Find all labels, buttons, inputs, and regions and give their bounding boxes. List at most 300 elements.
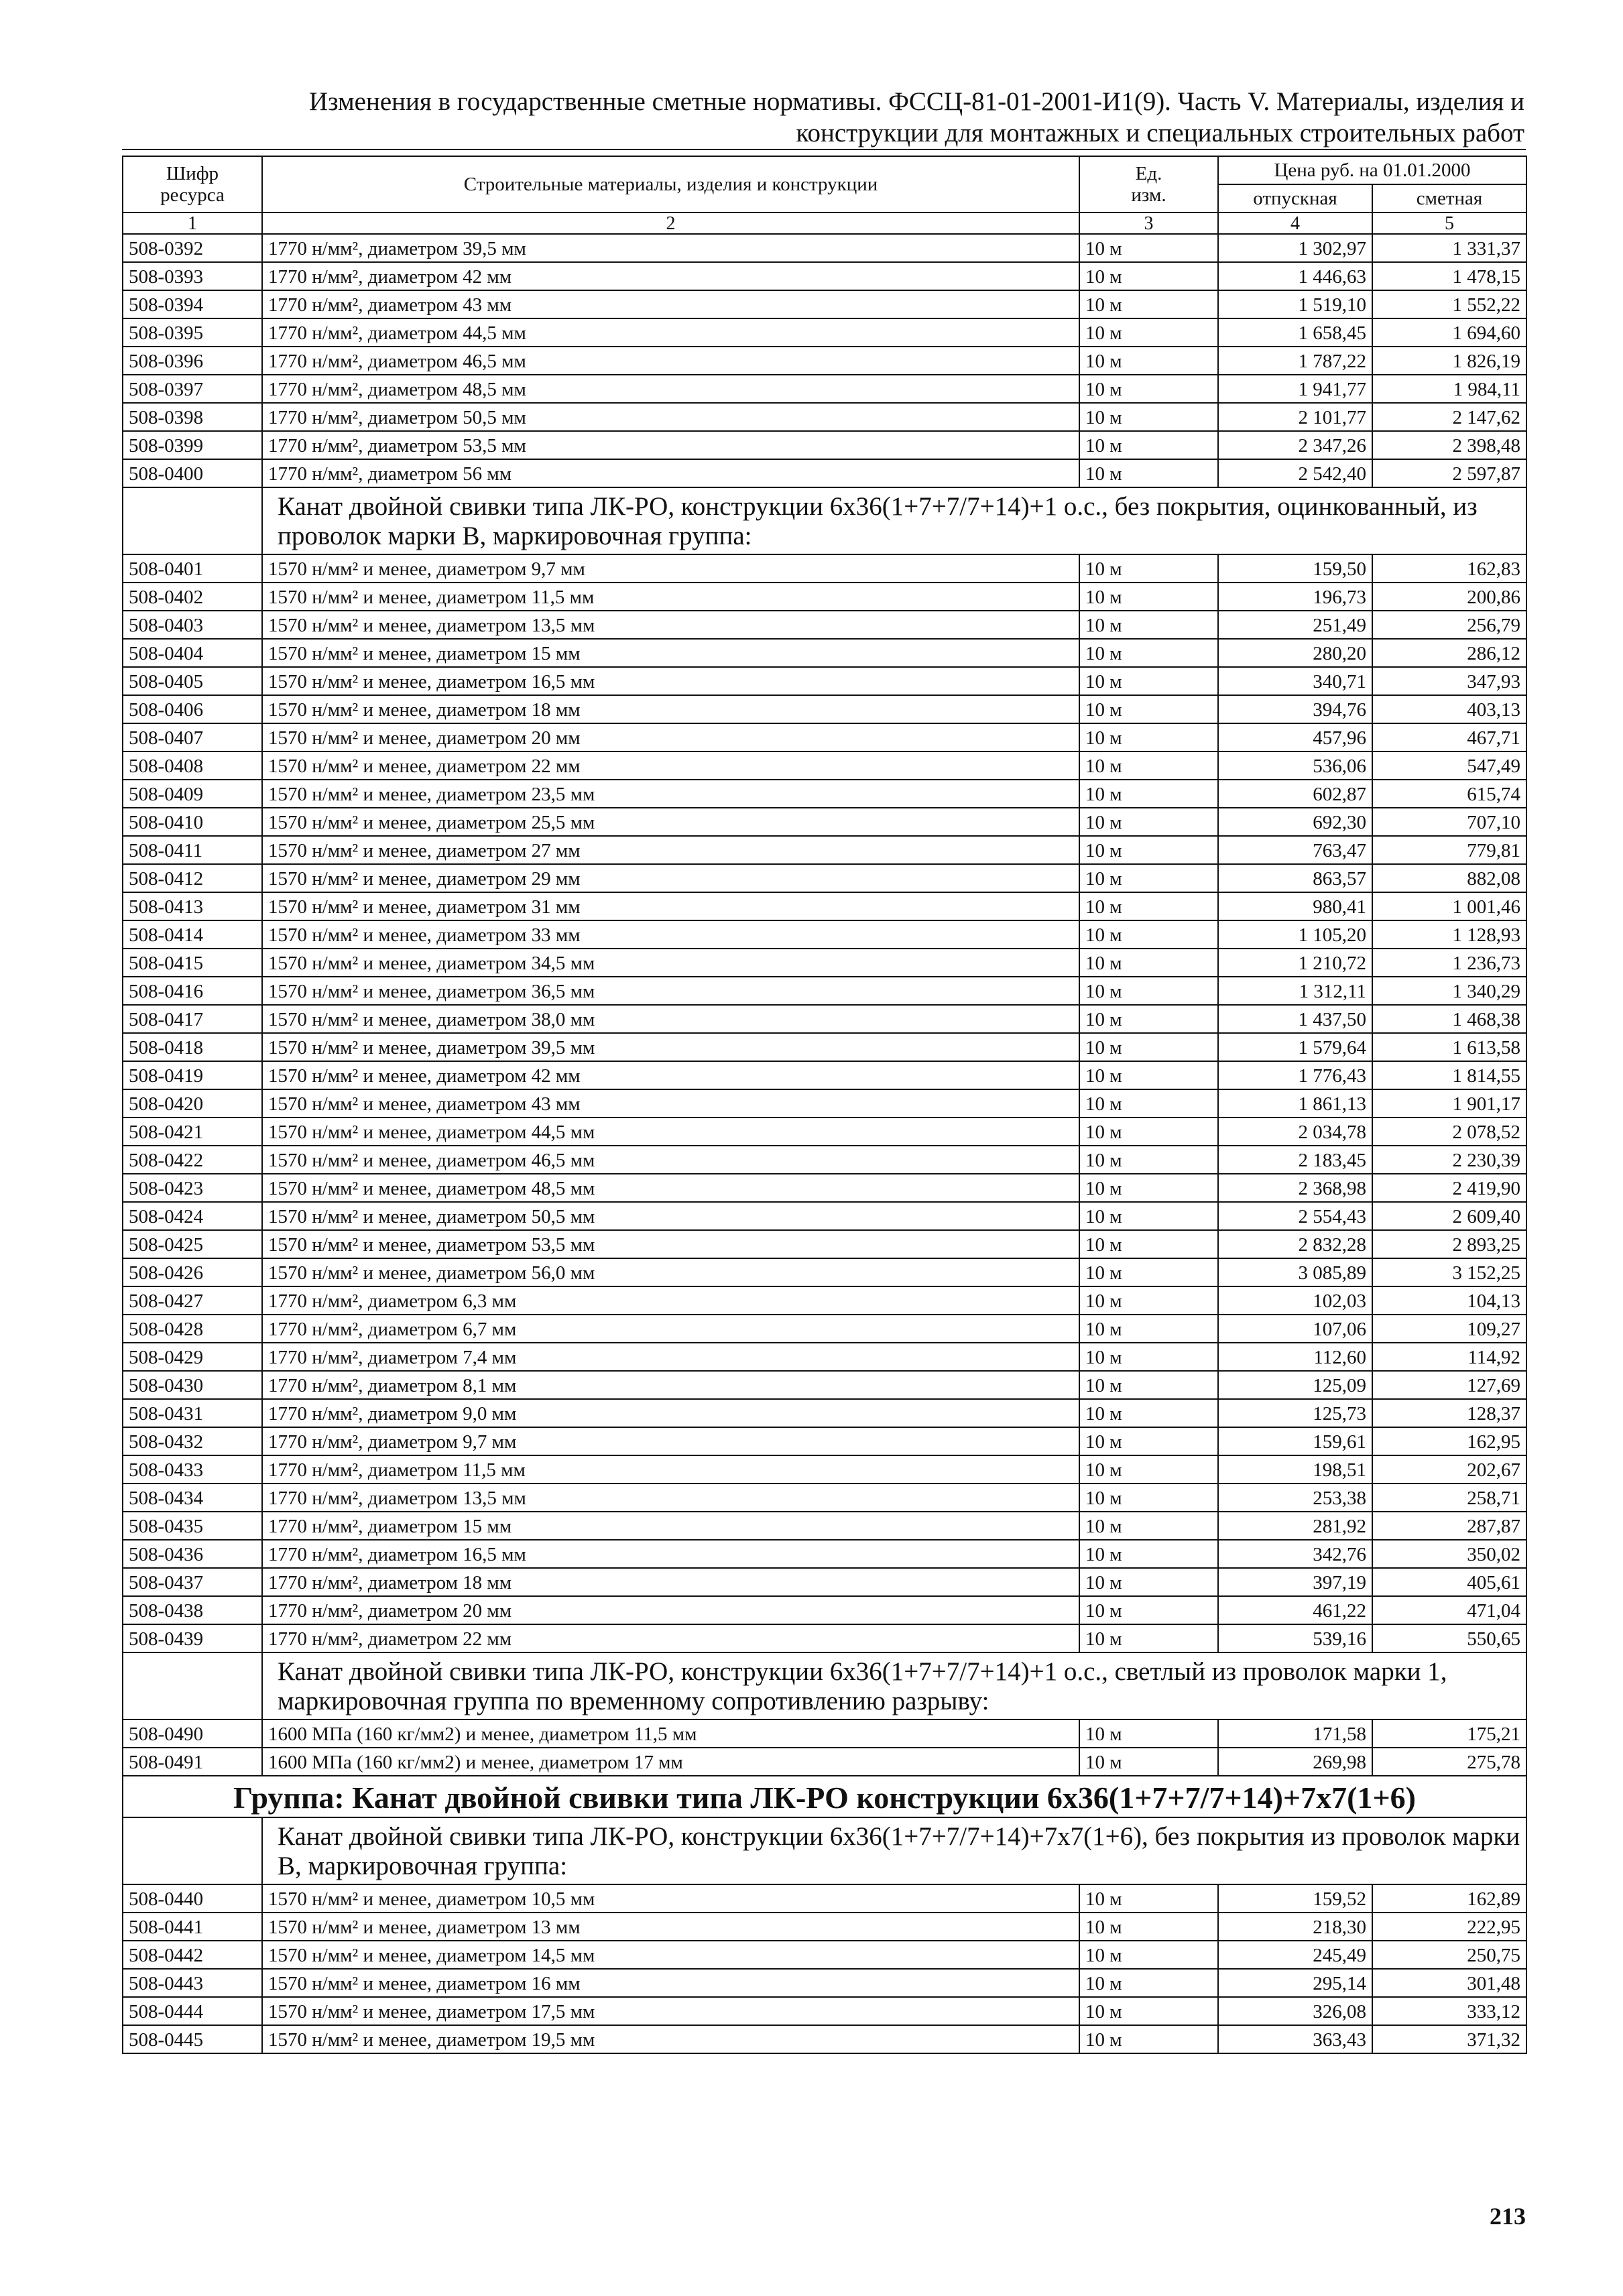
unit-of-measure: 10 м [1079, 695, 1218, 723]
estimate-price: 2 597,87 [1372, 459, 1526, 487]
unit-of-measure: 10 м [1079, 1174, 1218, 1202]
estimate-price: 405,61 [1372, 1568, 1526, 1596]
release-price: 2 832,28 [1218, 1230, 1372, 1258]
section-subheader-row [123, 1817, 1526, 1884]
unit-of-measure: 10 м [1079, 1230, 1218, 1258]
unit-of-measure: 10 м [1079, 1484, 1218, 1512]
estimate-price: 258,71 [1372, 1484, 1526, 1512]
resource-code: 508-0426 [123, 1258, 262, 1286]
resource-code: 508-0416 [123, 977, 262, 1005]
material-name: 1570 н/мм² и менее, диаметром 16,5 мм [262, 667, 1079, 695]
table-row [123, 1258, 1526, 1286]
header-code-line-2: ресурса [160, 184, 225, 206]
material-name: 1770 н/мм², диаметром 7,4 мм [262, 1343, 1079, 1371]
estimate-price: 222,95 [1372, 1913, 1526, 1941]
table-row [123, 318, 1526, 347]
resource-code: 508-0427 [123, 1286, 262, 1315]
unit-of-measure: 10 м [1079, 1596, 1218, 1624]
material-name: 1770 н/мм², диаметром 8,1 мм [262, 1371, 1079, 1399]
resource-code: 508-0423 [123, 1174, 262, 1202]
release-price: 397,19 [1218, 1568, 1372, 1596]
material-name: 1770 н/мм², диаметром 9,7 мм [262, 1427, 1079, 1455]
material-name: 1770 н/мм², диаметром 6,7 мм [262, 1315, 1079, 1343]
material-name: 1770 н/мм², диаметром 18 мм [262, 1568, 1079, 1596]
material-name: 1570 н/мм² и менее, диаметром 18 мм [262, 695, 1079, 723]
header-unit-line-2: изм. [1131, 184, 1166, 206]
unit-of-measure: 10 м [1079, 1568, 1218, 1596]
header-unit-line-1: Ед. [1135, 163, 1162, 184]
release-price: 980,41 [1218, 892, 1372, 920]
release-price: 2 347,26 [1218, 431, 1372, 459]
estimate-price: 2 147,62 [1372, 403, 1526, 431]
release-price: 1 302,97 [1218, 234, 1372, 262]
material-name: 1770 н/мм², диаметром 11,5 мм [262, 1455, 1079, 1484]
unit-of-measure: 10 м [1079, 751, 1218, 780]
table-row [123, 1540, 1526, 1568]
estimate-price: 882,08 [1372, 864, 1526, 892]
estimate-price: 3 152,25 [1372, 1258, 1526, 1286]
unit-of-measure: 10 м [1079, 1913, 1218, 1941]
unit-of-measure: 10 м [1079, 864, 1218, 892]
release-price: 1 437,50 [1218, 1005, 1372, 1033]
material-name: 1770 н/мм², диаметром 50,5 мм [262, 403, 1079, 431]
material-name: 1570 н/мм² и менее, диаметром 17,5 мм [262, 1997, 1079, 2025]
release-price: 863,57 [1218, 864, 1372, 892]
table-row [123, 977, 1526, 1005]
unit-of-measure: 10 м [1079, 1146, 1218, 1174]
material-name: 1570 н/мм² и менее, диаметром 31 мм [262, 892, 1079, 920]
resource-code: 508-0430 [123, 1371, 262, 1399]
unit-of-measure: 10 м [1079, 1719, 1218, 1748]
table-row [123, 639, 1526, 667]
unit-of-measure: 10 м [1079, 977, 1218, 1005]
table-row [123, 1371, 1526, 1399]
release-price: 245,49 [1218, 1941, 1372, 1969]
resource-code: 508-0411 [123, 836, 262, 864]
resource-code: 508-0421 [123, 1117, 262, 1146]
estimate-price: 1 001,46 [1372, 892, 1526, 920]
release-price: 2 554,43 [1218, 1202, 1372, 1230]
resource-code: 508-0414 [123, 920, 262, 949]
unit-of-measure: 10 м [1079, 290, 1218, 318]
resource-code: 508-0431 [123, 1399, 262, 1427]
release-price: 253,38 [1218, 1484, 1372, 1512]
unit-of-measure: 10 м [1079, 1941, 1218, 1969]
unit-of-measure: 10 м [1079, 459, 1218, 487]
estimate-price: 256,79 [1372, 611, 1526, 639]
material-name: 1570 н/мм² и менее, диаметром 22 мм [262, 751, 1079, 780]
material-name: 1600 МПа (160 кг/мм2) и менее, диаметром 17 мм [262, 1748, 1079, 1776]
unit-of-measure: 10 м [1079, 234, 1218, 262]
release-price: 1 776,43 [1218, 1061, 1372, 1089]
release-price: 269,98 [1218, 1748, 1372, 1776]
header-price: Цена руб. на 01.01.2000 [1218, 156, 1526, 184]
release-price: 2 368,98 [1218, 1174, 1372, 1202]
release-price: 2 101,77 [1218, 403, 1372, 431]
group-title-row [123, 1776, 1526, 1817]
material-name: 1770 н/мм², диаметром 22 мм [262, 1624, 1079, 1652]
resource-code: 508-0413 [123, 892, 262, 920]
resource-code: 508-0393 [123, 262, 262, 290]
table-row [123, 234, 1526, 262]
resource-code: 508-0440 [123, 1884, 262, 1913]
release-price: 1 941,77 [1218, 375, 1372, 403]
estimate-price: 550,65 [1372, 1624, 1526, 1652]
table-row [123, 1005, 1526, 1033]
resource-code: 508-0433 [123, 1455, 262, 1484]
estimate-price: 175,21 [1372, 1719, 1526, 1748]
table-row [123, 1230, 1526, 1258]
unit-of-measure: 10 м [1079, 1089, 1218, 1117]
table-column-numbers [123, 213, 1526, 234]
table-row [123, 1427, 1526, 1455]
release-price: 198,51 [1218, 1455, 1372, 1484]
table-row [123, 751, 1526, 780]
unit-of-measure: 10 м [1079, 1033, 1218, 1061]
unit-of-measure: 10 м [1079, 1343, 1218, 1371]
estimate-price: 1 901,17 [1372, 1089, 1526, 1117]
material-name: 1770 н/мм², диаметром 15 мм [262, 1512, 1079, 1540]
estimate-price: 202,67 [1372, 1455, 1526, 1484]
resource-code: 508-0394 [123, 290, 262, 318]
unit-of-measure: 10 м [1079, 611, 1218, 639]
material-name: 1570 н/мм² и менее, диаметром 38,0 мм [262, 1005, 1079, 1033]
estimate-price: 1 826,19 [1372, 347, 1526, 375]
unit-of-measure: 10 м [1079, 1540, 1218, 1568]
group-title: Группа: Канат двойной свивки типа ЛК-РО конструкции 6х36(1+7+7/7+14)+7х7(1+6) [123, 1776, 1526, 1817]
material-name: 1570 н/мм² и менее, диаметром 16 мм [262, 1969, 1079, 1997]
table-row [123, 1997, 1526, 2025]
release-price: 536,06 [1218, 751, 1372, 780]
estimate-price: 333,12 [1372, 1997, 1526, 2025]
resource-code: 508-0424 [123, 1202, 262, 1230]
unit-of-measure: 10 м [1079, 1286, 1218, 1315]
section-subheader: Канат двойной свивки типа ЛК-РО, конструкции 6х36(1+7+7/7+14)+7х7(1+6), без покрытия из проволок марки В, маркировочная группа: [262, 1817, 1526, 1884]
release-price: 218,30 [1218, 1913, 1372, 1941]
material-name: 1770 н/мм², диаметром 46,5 мм [262, 347, 1079, 375]
material-name: 1770 н/мм², диаметром 6,3 мм [262, 1286, 1079, 1315]
unit-of-measure: 10 м [1079, 262, 1218, 290]
estimate-price: 547,49 [1372, 751, 1526, 780]
estimate-price: 2 893,25 [1372, 1230, 1526, 1258]
release-price: 251,49 [1218, 611, 1372, 639]
release-price: 125,73 [1218, 1399, 1372, 1427]
page-header [122, 86, 1524, 149]
resource-code: 508-0400 [123, 459, 262, 487]
estimate-price: 162,95 [1372, 1427, 1526, 1455]
estimate-price: 1 236,73 [1372, 949, 1526, 977]
header-unit [1079, 156, 1218, 213]
table-row [123, 431, 1526, 459]
estimate-price: 779,81 [1372, 836, 1526, 864]
table-row [123, 347, 1526, 375]
resource-code: 508-0490 [123, 1719, 262, 1748]
release-price: 763,47 [1218, 836, 1372, 864]
unit-of-measure: 10 м [1079, 318, 1218, 347]
estimate-price: 1 468,38 [1372, 1005, 1526, 1033]
release-price: 159,61 [1218, 1427, 1372, 1455]
unit-of-measure: 10 м [1079, 1202, 1218, 1230]
estimate-price: 128,37 [1372, 1399, 1526, 1427]
estimate-price: 162,89 [1372, 1884, 1526, 1913]
material-name: 1570 н/мм² и менее, диаметром 23,5 мм [262, 780, 1079, 808]
release-price: 1 861,13 [1218, 1089, 1372, 1117]
estimate-price: 2 398,48 [1372, 431, 1526, 459]
estimate-price: 1 814,55 [1372, 1061, 1526, 1089]
unit-of-measure: 10 м [1079, 347, 1218, 375]
table-row [123, 1913, 1526, 1941]
section-subheader-row [123, 1652, 1526, 1719]
subheader-empty-cell [123, 487, 262, 554]
unit-of-measure: 10 м [1079, 1315, 1218, 1343]
table-row [123, 1512, 1526, 1540]
table-row [123, 1969, 1526, 1997]
column-number: 3 [1079, 213, 1218, 234]
resource-code: 508-0396 [123, 347, 262, 375]
material-name: 1600 МПа (160 кг/мм2) и менее, диаметром 11,5 мм [262, 1719, 1079, 1748]
estimate-price: 350,02 [1372, 1540, 1526, 1568]
material-name: 1570 н/мм² и менее, диаметром 19,5 мм [262, 2025, 1079, 2053]
release-price: 602,87 [1218, 780, 1372, 808]
material-name: 1570 н/мм² и менее, диаметром 14,5 мм [262, 1941, 1079, 1969]
table-row [123, 1343, 1526, 1371]
release-price: 159,50 [1218, 554, 1372, 583]
table-row [123, 920, 1526, 949]
release-price: 1 446,63 [1218, 262, 1372, 290]
unit-of-measure: 10 м [1079, 1061, 1218, 1089]
material-name: 1570 н/мм² и менее, диаметром 39,5 мм [262, 1033, 1079, 1061]
unit-of-measure: 10 м [1079, 1997, 1218, 2025]
material-name: 1570 н/мм² и менее, диаметром 33 мм [262, 920, 1079, 949]
unit-of-measure: 10 м [1079, 1969, 1218, 1997]
table-row [123, 1596, 1526, 1624]
unit-of-measure: 10 м [1079, 1884, 1218, 1913]
estimate-price: 109,27 [1372, 1315, 1526, 1343]
release-price: 342,76 [1218, 1540, 1372, 1568]
header-line-1: Изменения в государственные сметные нормативы. ФССЦ-81-01-2001-И1(9). Часть V. Материалы, изделия и [308, 87, 1524, 116]
table-row [123, 375, 1526, 403]
release-price: 539,16 [1218, 1624, 1372, 1652]
material-name: 1570 н/мм² и менее, диаметром 15 мм [262, 639, 1079, 667]
estimate-price: 287,87 [1372, 1512, 1526, 1540]
resource-code: 508-0408 [123, 751, 262, 780]
unit-of-measure: 10 м [1079, 375, 1218, 403]
material-name: 1570 н/мм² и менее, диаметром 11,5 мм [262, 583, 1079, 611]
material-name: 1570 н/мм² и менее, диаметром 29 мм [262, 864, 1079, 892]
resource-code: 508-0415 [123, 949, 262, 977]
estimate-price: 162,83 [1372, 554, 1526, 583]
section-subheader-row [123, 487, 1526, 554]
material-name: 1770 н/мм², диаметром 53,5 мм [262, 431, 1079, 459]
material-name: 1570 н/мм² и менее, диаметром 25,5 мм [262, 808, 1079, 836]
estimate-price: 2 609,40 [1372, 1202, 1526, 1230]
table-row [123, 667, 1526, 695]
column-number: 4 [1218, 213, 1372, 234]
table-row [123, 1061, 1526, 1089]
resource-code: 508-0399 [123, 431, 262, 459]
table-row [123, 290, 1526, 318]
section-subheader: Канат двойной свивки типа ЛК-РО, конструкции 6х36(1+7+7/7+14)+1 о.с., светлый из проволок марки 1, маркировочная группа по временному сопротивлению разрыву: [262, 1652, 1526, 1719]
table-row [123, 1884, 1526, 1913]
table-row [123, 1399, 1526, 1427]
resource-code: 508-0412 [123, 864, 262, 892]
table-row [123, 1315, 1526, 1343]
table-header-row-1 [123, 156, 1526, 184]
header-code-line-1: Шифр [166, 163, 219, 184]
resource-code: 508-0428 [123, 1315, 262, 1343]
material-name: 1770 н/мм², диаметром 42 мм [262, 262, 1079, 290]
resource-code: 508-0437 [123, 1568, 262, 1596]
material-name: 1570 н/мм² и менее, диаметром 13 мм [262, 1913, 1079, 1941]
table-row [123, 695, 1526, 723]
resource-code: 508-0407 [123, 723, 262, 751]
material-name: 1570 н/мм² и менее, диаметром 13,5 мм [262, 611, 1079, 639]
price-table [122, 156, 1527, 2054]
release-price: 281,92 [1218, 1512, 1372, 1540]
release-price: 1 579,64 [1218, 1033, 1372, 1061]
material-name: 1570 н/мм² и менее, диаметром 10,5 мм [262, 1884, 1079, 1913]
table-row [123, 1624, 1526, 1652]
estimate-price: 1 340,29 [1372, 977, 1526, 1005]
estimate-price: 467,71 [1372, 723, 1526, 751]
table-row [123, 459, 1526, 487]
resource-code: 508-0429 [123, 1343, 262, 1371]
resource-code: 508-0491 [123, 1748, 262, 1776]
table-row [123, 262, 1526, 290]
material-name: 1770 н/мм², диаметром 20 мм [262, 1596, 1079, 1624]
resource-code: 508-0436 [123, 1540, 262, 1568]
release-price: 1 787,22 [1218, 347, 1372, 375]
table-row [123, 611, 1526, 639]
estimate-price: 707,10 [1372, 808, 1526, 836]
resource-code: 508-0439 [123, 1624, 262, 1652]
estimate-price: 1 694,60 [1372, 318, 1526, 347]
material-name: 1570 н/мм² и менее, диаметром 43 мм [262, 1089, 1079, 1117]
material-name: 1570 н/мм² и менее, диаметром 44,5 мм [262, 1117, 1079, 1146]
resource-code: 508-0401 [123, 554, 262, 583]
material-name: 1570 н/мм² и менее, диаметром 9,7 мм [262, 554, 1079, 583]
resource-code: 508-0402 [123, 583, 262, 611]
unit-of-measure: 10 м [1079, 920, 1218, 949]
release-price: 1 519,10 [1218, 290, 1372, 318]
resource-code: 508-0410 [123, 808, 262, 836]
resource-code: 508-0442 [123, 1941, 262, 1969]
release-price: 340,71 [1218, 667, 1372, 695]
table-row [123, 723, 1526, 751]
material-name: 1770 н/мм², диаметром 9,0 мм [262, 1399, 1079, 1427]
estimate-price: 1 478,15 [1372, 262, 1526, 290]
table-row [123, 836, 1526, 864]
resource-code: 508-0419 [123, 1061, 262, 1089]
resource-code: 508-0443 [123, 1969, 262, 1997]
estimate-price: 104,13 [1372, 1286, 1526, 1315]
resource-code: 508-0406 [123, 695, 262, 723]
material-name: 1570 н/мм² и менее, диаметром 48,5 мм [262, 1174, 1079, 1202]
release-price: 326,08 [1218, 1997, 1372, 2025]
resource-code: 508-0397 [123, 375, 262, 403]
resource-code: 508-0445 [123, 2025, 262, 2053]
unit-of-measure: 10 м [1079, 639, 1218, 667]
release-price: 295,14 [1218, 1969, 1372, 1997]
unit-of-measure: 10 м [1079, 1258, 1218, 1286]
release-price: 457,96 [1218, 723, 1372, 751]
table-row [123, 1174, 1526, 1202]
material-name: 1570 н/мм² и менее, диаметром 42 мм [262, 1061, 1079, 1089]
release-price: 1 210,72 [1218, 949, 1372, 977]
estimate-price: 127,69 [1372, 1371, 1526, 1399]
resource-code: 508-0392 [123, 234, 262, 262]
material-name: 1770 н/мм², диаметром 13,5 мм [262, 1484, 1079, 1512]
release-price: 3 085,89 [1218, 1258, 1372, 1286]
material-name: 1570 н/мм² и менее, диаметром 27 мм [262, 836, 1079, 864]
resource-code: 508-0409 [123, 780, 262, 808]
table-row [123, 554, 1526, 583]
table-row [123, 1202, 1526, 1230]
unit-of-measure: 10 м [1079, 1455, 1218, 1484]
table-row [123, 892, 1526, 920]
table-row [123, 1748, 1526, 1776]
unit-of-measure: 10 м [1079, 723, 1218, 751]
material-name: 1570 н/мм² и менее, диаметром 34,5 мм [262, 949, 1079, 977]
table-row [123, 1719, 1526, 1748]
release-price: 1 105,20 [1218, 920, 1372, 949]
resource-code: 508-0434 [123, 1484, 262, 1512]
material-name: 1570 н/мм² и менее, диаметром 50,5 мм [262, 1202, 1079, 1230]
unit-of-measure: 10 м [1079, 808, 1218, 836]
release-price: 125,09 [1218, 1371, 1372, 1399]
unit-of-measure: 10 м [1079, 1748, 1218, 1776]
column-number: 2 [262, 213, 1079, 234]
material-name: 1570 н/мм² и менее, диаметром 46,5 мм [262, 1146, 1079, 1174]
resource-code: 508-0418 [123, 1033, 262, 1061]
material-name: 1770 н/мм², диаметром 16,5 мм [262, 1540, 1079, 1568]
header-name: Строительные материалы, изделия и конструкции [262, 156, 1079, 213]
release-price: 461,22 [1218, 1596, 1372, 1624]
resource-code: 508-0404 [123, 639, 262, 667]
release-price: 1 658,45 [1218, 318, 1372, 347]
resource-code: 508-0435 [123, 1512, 262, 1540]
table-row [123, 583, 1526, 611]
table-row [123, 2025, 1526, 2053]
release-price: 2 542,40 [1218, 459, 1372, 487]
material-name: 1770 н/мм², диаметром 43 мм [262, 290, 1079, 318]
material-name: 1570 н/мм² и менее, диаметром 20 мм [262, 723, 1079, 751]
material-name: 1770 н/мм², диаметром 48,5 мм [262, 375, 1079, 403]
table-row [123, 403, 1526, 431]
resource-code: 508-0432 [123, 1427, 262, 1455]
column-number: 5 [1372, 213, 1526, 234]
release-price: 1 312,11 [1218, 977, 1372, 1005]
estimate-price: 275,78 [1372, 1748, 1526, 1776]
material-name: 1770 н/мм², диаметром 44,5 мм [262, 318, 1079, 347]
estimate-price: 250,75 [1372, 1941, 1526, 1969]
resource-code: 508-0405 [123, 667, 262, 695]
unit-of-measure: 10 м [1079, 1624, 1218, 1652]
header-release-price: отпускная [1218, 184, 1372, 213]
release-price: 280,20 [1218, 639, 1372, 667]
resource-code: 508-0438 [123, 1596, 262, 1624]
unit-of-measure: 10 м [1079, 431, 1218, 459]
material-name: 1770 н/мм², диаметром 56 мм [262, 459, 1079, 487]
resource-code: 508-0422 [123, 1146, 262, 1174]
table-row [123, 1089, 1526, 1117]
release-price: 171,58 [1218, 1719, 1372, 1748]
unit-of-measure: 10 м [1079, 1399, 1218, 1427]
table-row [123, 949, 1526, 977]
estimate-price: 1 128,93 [1372, 920, 1526, 949]
material-name: 1570 н/мм² и менее, диаметром 36,5 мм [262, 977, 1079, 1005]
unit-of-measure: 10 м [1079, 554, 1218, 583]
